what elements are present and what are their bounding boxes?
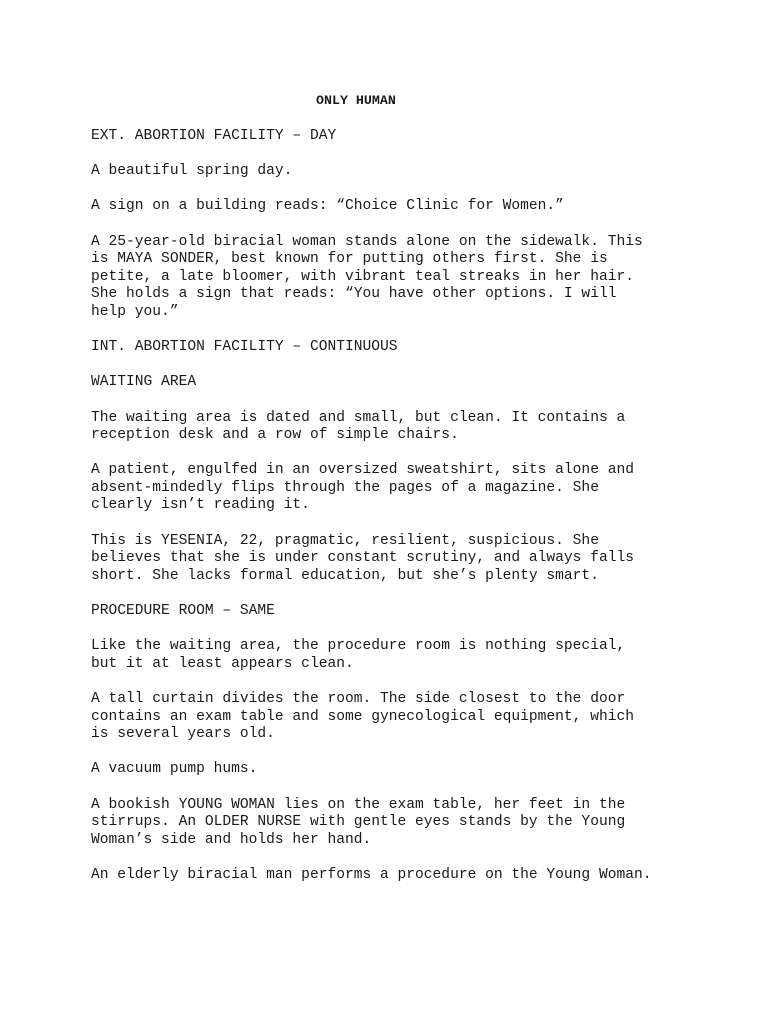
action-paragraph: A patient, engulfed in an oversized sweatshirt, sits alone and absent-mindedly flips through the pages of a magazine. She clearly isn’t reading it. — [91, 462, 634, 514]
action-paragraph: A bookish YOUNG WOMAN lies on the exam table, her feet in the stirrups. An OLDER NURSE with gentle eyes stands by the Young Woman’s side and holds her hand. — [91, 796, 626, 848]
action-paragraph: A tall curtain divides the room. The side closest to the door contains an exam table and some gynecological equipment, which is several years old. — [91, 691, 634, 743]
action-paragraph: A sign on a building reads: “Choice Clinic for Women.” — [91, 198, 564, 215]
action-paragraph: The waiting area is dated and small, but clean. It contains a reception desk and a row of simple chairs. — [91, 409, 626, 444]
action-paragraph: Like the waiting area, the procedure room is nothing special, but it at least appears clean. — [91, 638, 626, 672]
action-paragraph-yesenia-intro: This is YESENIA, 22, pragmatic, resilient, suspicious. She believes that she is under constant scrutiny, and always falls short. She lacks formal education, but she’s plenty smart. — [91, 532, 634, 584]
scene-heading-int-abortion-facility: INT. ABORTION FACILITY – CONTINUOUS — [91, 339, 398, 356]
sub-heading-waiting-area: WAITING AREA — [91, 374, 197, 391]
sub-heading-procedure-room: PROCEDURE ROOM – SAME — [91, 603, 275, 620]
scene-heading-ext-abortion-facility: EXT. ABORTION FACILITY – DAY — [91, 128, 337, 144]
action-paragraph: An elderly biracial man performs a procedure on the Young Woman. — [91, 866, 652, 883]
script-body — [91, 128, 691, 902]
action-paragraph-maya-intro: A 25-year-old biracial woman stands alone on the sidewalk. This is MAYA SONDER, best known for putting others first. She is petite, a late bloomer, with vibrant teal streaks in her hair. She holds a sign that reads: “You have other options. I will help you.” — [91, 233, 643, 320]
action-paragraph: A beautiful spring day. — [91, 163, 293, 180]
script-title: ONLY HUMAN — [316, 93, 396, 108]
action-paragraph: A vacuum pump hums. — [91, 761, 258, 778]
